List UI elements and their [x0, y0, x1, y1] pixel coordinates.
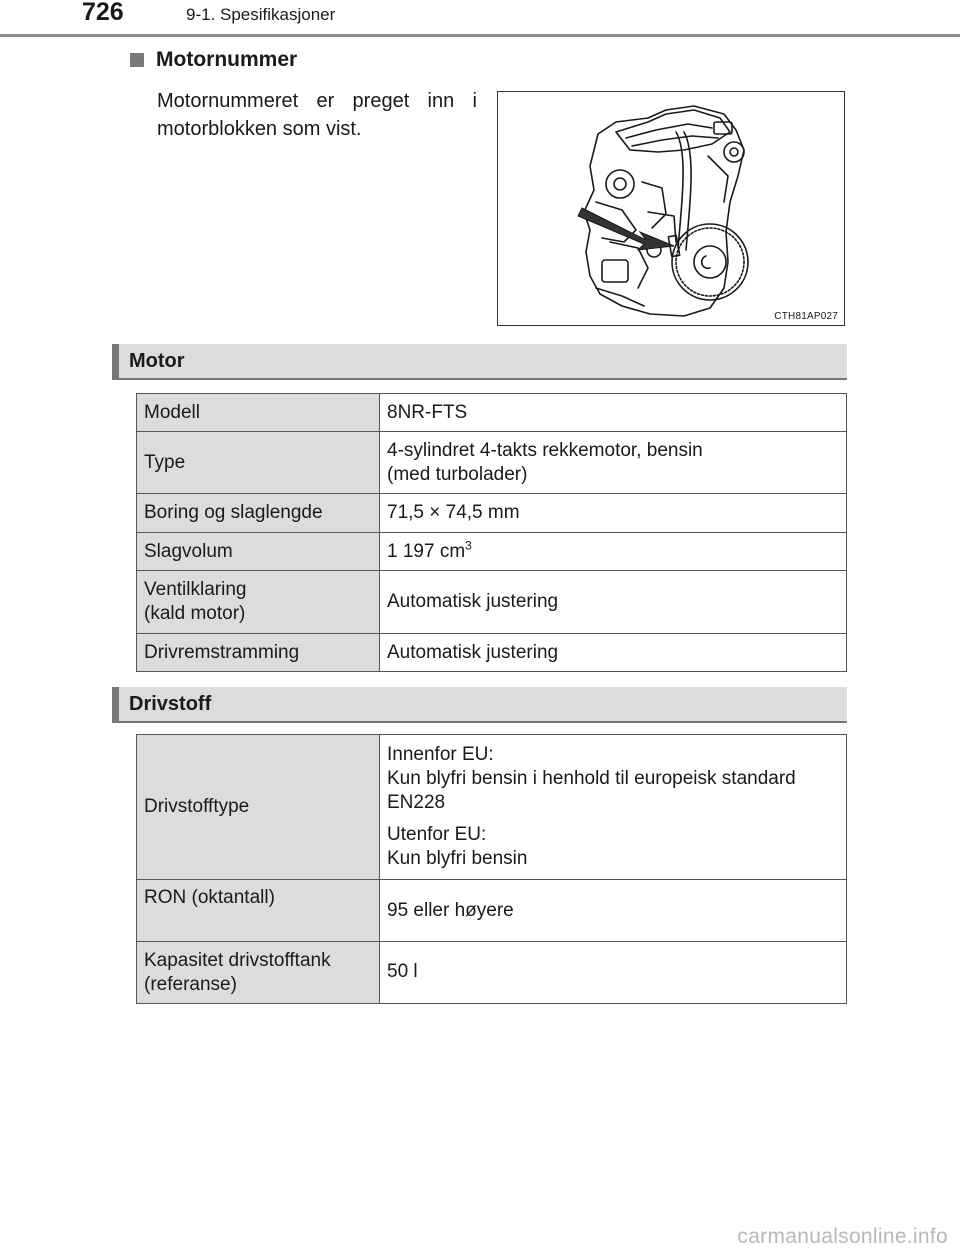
- spec-label: Slagvolum: [137, 533, 380, 571]
- spec-label-line: (referanse): [144, 973, 237, 995]
- square-bullet-icon: [130, 53, 144, 67]
- section-title-motor: Motor: [129, 350, 185, 372]
- spec-value-line: Innenfor EU:: [387, 744, 494, 765]
- spec-value-line: Kun blyfri bensin i henhold til europeisk standard EN228: [387, 768, 796, 813]
- motor-spec-table: [136, 393, 847, 672]
- subsection-title: Motornummer: [156, 48, 298, 71]
- subsection-heading: [130, 48, 297, 72]
- spec-value: 71,5 × 74,5 mm: [380, 494, 847, 533]
- spec-label: RON (oktantall): [137, 880, 380, 942]
- engine-figure: [497, 91, 845, 326]
- superscript: 3: [465, 538, 472, 553]
- spec-label: Drivremstramming: [137, 634, 380, 672]
- spec-value-text: 1 197 cm: [387, 540, 466, 562]
- spec-label-line: (kald motor): [144, 603, 246, 624]
- spec-label-line: Ventilklaring: [144, 579, 247, 600]
- table-row: [137, 494, 847, 533]
- spec-label-line: Kapasitet drivstofftank: [144, 949, 331, 971]
- engine-illustration-icon: [498, 92, 843, 324]
- running-header: 9-1. Spesifikasjoner: [186, 5, 336, 24]
- spec-value-line: Utenfor EU:: [387, 824, 487, 845]
- spec-label: Modell: [137, 394, 380, 432]
- spec-value: Automatisk justering: [380, 571, 847, 634]
- table-row: [137, 735, 847, 880]
- fuel-para-eu: [387, 743, 839, 815]
- watermark: carmanualsonline.info: [737, 1225, 948, 1248]
- spec-value-line: 4-sylindret 4-takts rekkemotor, bensin: [387, 439, 703, 461]
- spec-value: [380, 533, 847, 571]
- section-bar-motor: [112, 344, 847, 380]
- spec-label: [137, 571, 380, 634]
- spec-label: [137, 942, 380, 1004]
- section-stripe: [112, 687, 119, 721]
- fuel-para-non-eu: [387, 823, 839, 871]
- table-row: [137, 533, 847, 571]
- table-row: [137, 432, 847, 494]
- page-number: 726: [82, 0, 124, 26]
- spec-label: Boring og slaglengde: [137, 494, 380, 533]
- spec-value: Automatisk justering: [380, 634, 847, 672]
- table-row: [137, 571, 847, 634]
- spec-value: 8NR-FTS: [380, 394, 847, 432]
- table-row: [137, 634, 847, 672]
- table-row: [137, 394, 847, 432]
- section-stripe: [112, 344, 119, 378]
- spec-value: 95 eller høyere: [380, 880, 847, 942]
- intro-text: Motornummeret er preget inn i motorblokken som vist.: [157, 90, 477, 140]
- spec-label: Type: [137, 432, 380, 494]
- figure-code: CTH81AP027: [774, 311, 838, 322]
- spec-value: [380, 432, 847, 494]
- table-row: [137, 880, 847, 942]
- spec-label: Drivstofftype: [137, 735, 380, 880]
- spec-value: 50 l: [380, 942, 847, 1004]
- section-bar-fuel: [112, 687, 847, 723]
- header-rule: [0, 34, 960, 37]
- spec-value-line: (med turbolader): [387, 463, 528, 485]
- spec-value-line: Kun blyfri bensin: [387, 848, 528, 869]
- fuel-spec-table: [136, 734, 847, 1004]
- table-row: [137, 942, 847, 1004]
- spec-value: [380, 735, 847, 880]
- section-title-fuel: Drivstoff: [129, 693, 212, 715]
